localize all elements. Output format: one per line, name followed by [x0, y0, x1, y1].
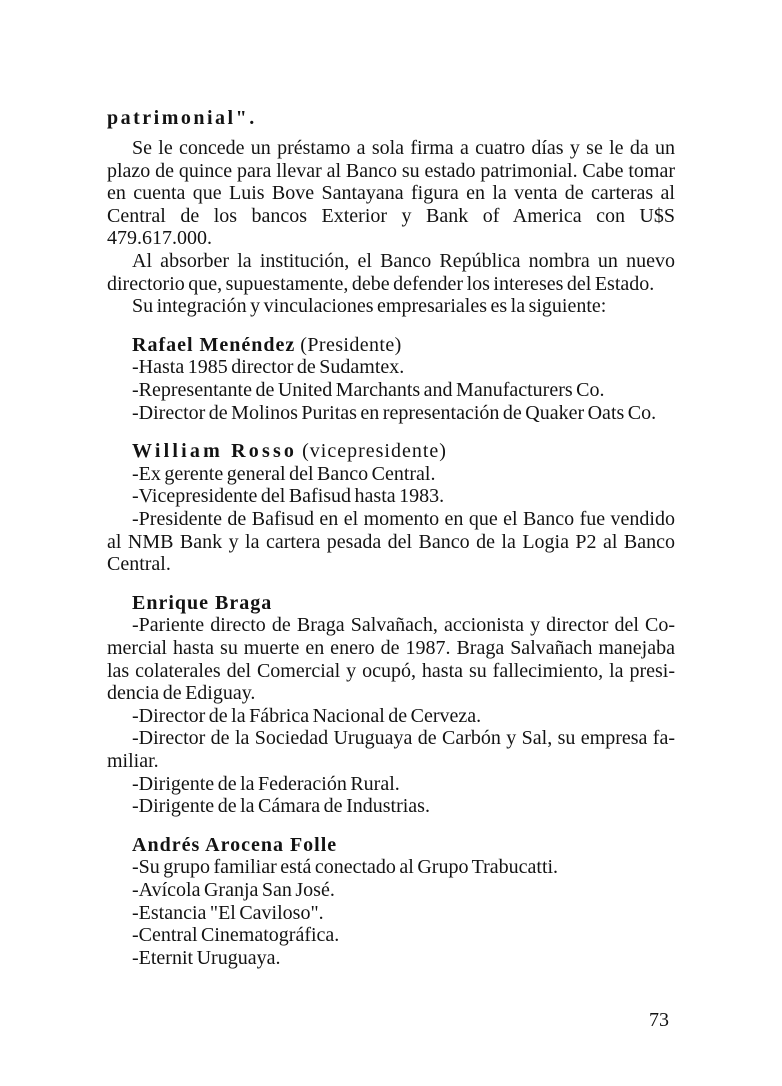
list-item-line: -Director de la Sociedad Uruguaya de Carbón y Sal, su empresa fa- [132, 727, 675, 750]
list-item: -Hasta 1985 director de Sudamtex. [132, 356, 405, 379]
director-name: William Rosso [132, 440, 298, 463]
director-section [107, 592, 675, 818]
page-number: 73 [649, 1009, 669, 1031]
list-item [107, 508, 675, 576]
list-item-line: Central. [107, 553, 171, 576]
list-item: -Representante de United Marchants and Manufacturers Co. [132, 379, 605, 402]
list-item-line: las colaterales del Comercial y ocupó, hasta su fallecimiento, la presi- [107, 659, 675, 682]
paragraph-line: directorio que, supuestamente, debe defender los intereses del Estado. [107, 272, 655, 295]
list-item-line: al NMB Bank y la cartera pesada del Banco de la Logia P2 al Banco [107, 530, 675, 553]
list-item: -Vicepresidente del Bafisud hasta 1983. [132, 485, 445, 508]
paragraph-line: Se le concede un préstamo a sola firma a cuatro días y se le da un [132, 137, 675, 160]
list-item: -Central Cinematográfica. [132, 924, 340, 947]
list-item-line: -Pariente directo de Braga Salvañach, accionista y director del Co- [132, 614, 675, 637]
director-heading [107, 334, 675, 357]
list-item: -Eternit Uruguaya. [132, 946, 281, 969]
list-item: -Su grupo familiar está conectado al Grupo Trabucatti. [132, 856, 559, 879]
list-item-line: miliar. [107, 749, 159, 772]
text-column [107, 107, 675, 969]
list-item: -Dirigente de la Federación Rural. [132, 772, 400, 795]
director-heading [107, 592, 675, 615]
list-item-line: mercial hasta su muerte en enero de 1987. Braga Salvañach manejaba [107, 636, 675, 659]
director-section [107, 834, 675, 970]
list-item [107, 614, 675, 704]
paragraph-line: Central de los bancos Exterior y Bank of America con U$S [107, 204, 675, 227]
paragraph [107, 250, 675, 295]
continued-heading: patrimonial". [107, 107, 257, 129]
list-item-line: -Presidente de Bafisud en el momento en que el Banco fue vendido [132, 508, 675, 530]
director-section [107, 440, 675, 576]
list-item: -Estancia "El Caviloso". [132, 901, 324, 924]
director-section [107, 334, 675, 424]
paragraph [107, 137, 675, 250]
list-item [107, 727, 675, 772]
paragraph-line: Al absorber la institución, el Banco República nombra un nuevo [132, 250, 675, 273]
director-role: (Presidente) [300, 333, 402, 356]
paragraph-line: plazo de quince para llevar al Banco su estado patrimonial. Cabe tomar [107, 159, 675, 182]
paragraph-line: 479.617.000. [107, 227, 212, 250]
director-heading [107, 834, 675, 857]
paragraph-line: en cuenta que Luis Bove Santayana figura en la venta de carteras al [107, 182, 675, 205]
director-name: Andrés Arocena Folle [132, 833, 338, 856]
list-item: -Dirigente de la Cámara de Industrias. [132, 795, 430, 818]
paragraph-line: Su integración y vinculaciones empresariales es la siguiente: [132, 295, 607, 318]
list-item: -Director de la Fábrica Nacional de Cerveza. [132, 704, 482, 727]
list-item: -Ex gerente general del Banco Central. [132, 462, 436, 485]
director-role: (vicepresidente) [302, 440, 447, 463]
list-item: -Avícola Granja San José. [132, 878, 335, 901]
list-item: -Director de Molinos Puritas en representación de Quaker Oats Co. [132, 401, 657, 424]
list-item-line: dencia de Ediguay. [107, 682, 256, 705]
director-heading [107, 440, 675, 463]
director-name: Rafael Menéndez [132, 333, 296, 356]
director-name: Enrique Braga [132, 591, 273, 614]
paragraph [107, 295, 675, 318]
